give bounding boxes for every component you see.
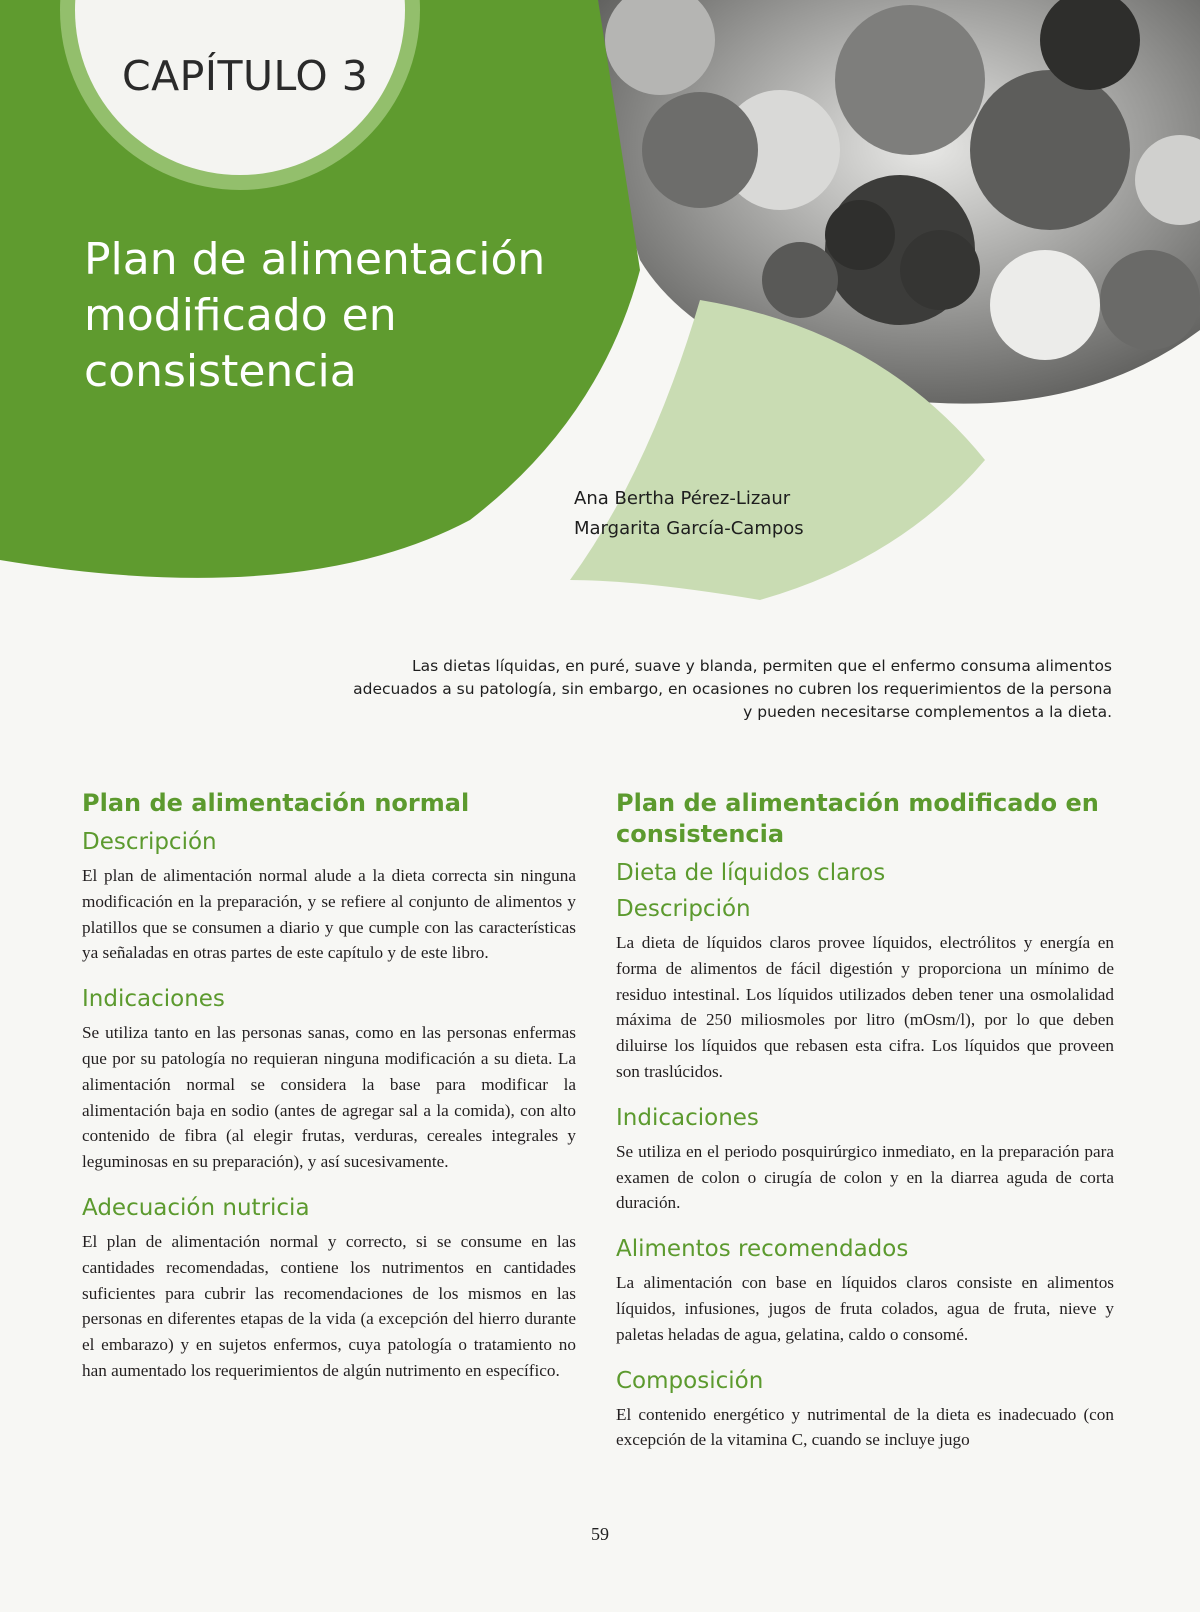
paragraph: El plan de alimentación normal y correcto, si se consume en las cantidades recomendadas, contiene los nutrimentos en cantidades suficientes para cubrir las recomendaciones de los mismos en las personas en diferentes etapas de la vida (a excepción del hierro durante el embarazo) y en sujetos enfermos, cuya patología o tratamiento no han aumentado los requerimientos de algún nutrimento en específico. — [82, 1231, 576, 1380]
paragraph: La dieta de líquidos claros provee líquidos, electrólitos y energía en forma de alimentos de fácil digestión y proporciona un mínimo de residuo intestinal. Los líquidos utilizados deben tener una osmolalidad máxima de 250 miliosmoles por litro (mOsm/l), por lo que deben diluirse los líquidos que rebasen esta cifra. Los líquidos que proveen son traslúcidos. — [616, 933, 1114, 1081]
subsection-title: Composición — [616, 1367, 764, 1394]
chapter-label: CAPÍTULO 3 — [122, 52, 369, 100]
subsection-title: Dieta de líquidos claros — [616, 860, 886, 886]
subsection-title: Indicaciones — [82, 986, 225, 1013]
page-number: 59 — [591, 1524, 609, 1544]
authors — [574, 484, 804, 544]
paragraph: El plan de alimentación normal alude a la dieta correcta sin ninguna modificación en la preparación, y se refiere al conjunto de alimentos y platillos que se consumen a diario y que cumple con las características ya señaladas en otras partes de este capítulo y de este libro. — [82, 866, 576, 963]
author-name: Margarita García-Campos — [574, 518, 804, 539]
paragraph: La alimentación con base en líquidos claros consiste en alimentos líquidos, infusiones, jugos de fruta colados, agua de fruta, nieve y paletas heladas de agua, gelatina, caldo o consomé. — [616, 1273, 1114, 1344]
subsection-title: Descripción — [616, 896, 751, 922]
chapter-lead: Las dietas líquidas, en puré, suave y blanda, permiten que el enfermo consuma alimentos adecuados a su patología, sin embargo, en ocasiones no cubren los requerimientos de la persona y pueden necesitarse complementos a la dieta. — [353, 657, 1112, 721]
section-title: Plan de alimentación normal — [82, 789, 470, 817]
paragraph: El contenido energético y nutrimental de la dieta es inadecuado (con excepción de la vitamina C, cuando se incluye jugo — [616, 1404, 1114, 1450]
subsection-title: Descripción — [82, 829, 217, 855]
section-title: Plan de alimentación modificado en consistencia — [616, 789, 1099, 848]
author-name: Ana Bertha Pérez-Lizaur — [574, 488, 791, 509]
chapter-title: Plan de alimentación modificado en consistencia — [84, 234, 546, 397]
right-column — [616, 788, 1114, 1453]
subsection-title: Alimentos recomendados — [616, 1236, 909, 1263]
subsection-title: Indicaciones — [616, 1104, 759, 1131]
paragraph: Se utiliza en el periodo posquirúrgico inmediato, en la preparación para examen de colon o cirugía de colon y en la diarrea aguda de corta duración. — [616, 1141, 1114, 1213]
left-column — [82, 788, 576, 1384]
subsection-title: Adecuación nutricia — [82, 1194, 310, 1221]
vegetables-photo — [590, 0, 1200, 420]
paragraph: Se utiliza tanto en las personas sanas, como en las personas enfermas que por su patología no requieran ninguna modificación a su dieta. La alimentación normal se considera la base para modificar la alimentación baja en sodio (antes de agregar sal a la comida), con alto contenido de fibra (al elegir frutas, verduras, cereales integrales y leguminosas en su preparación), y así sucesivamente. — [82, 1023, 576, 1172]
